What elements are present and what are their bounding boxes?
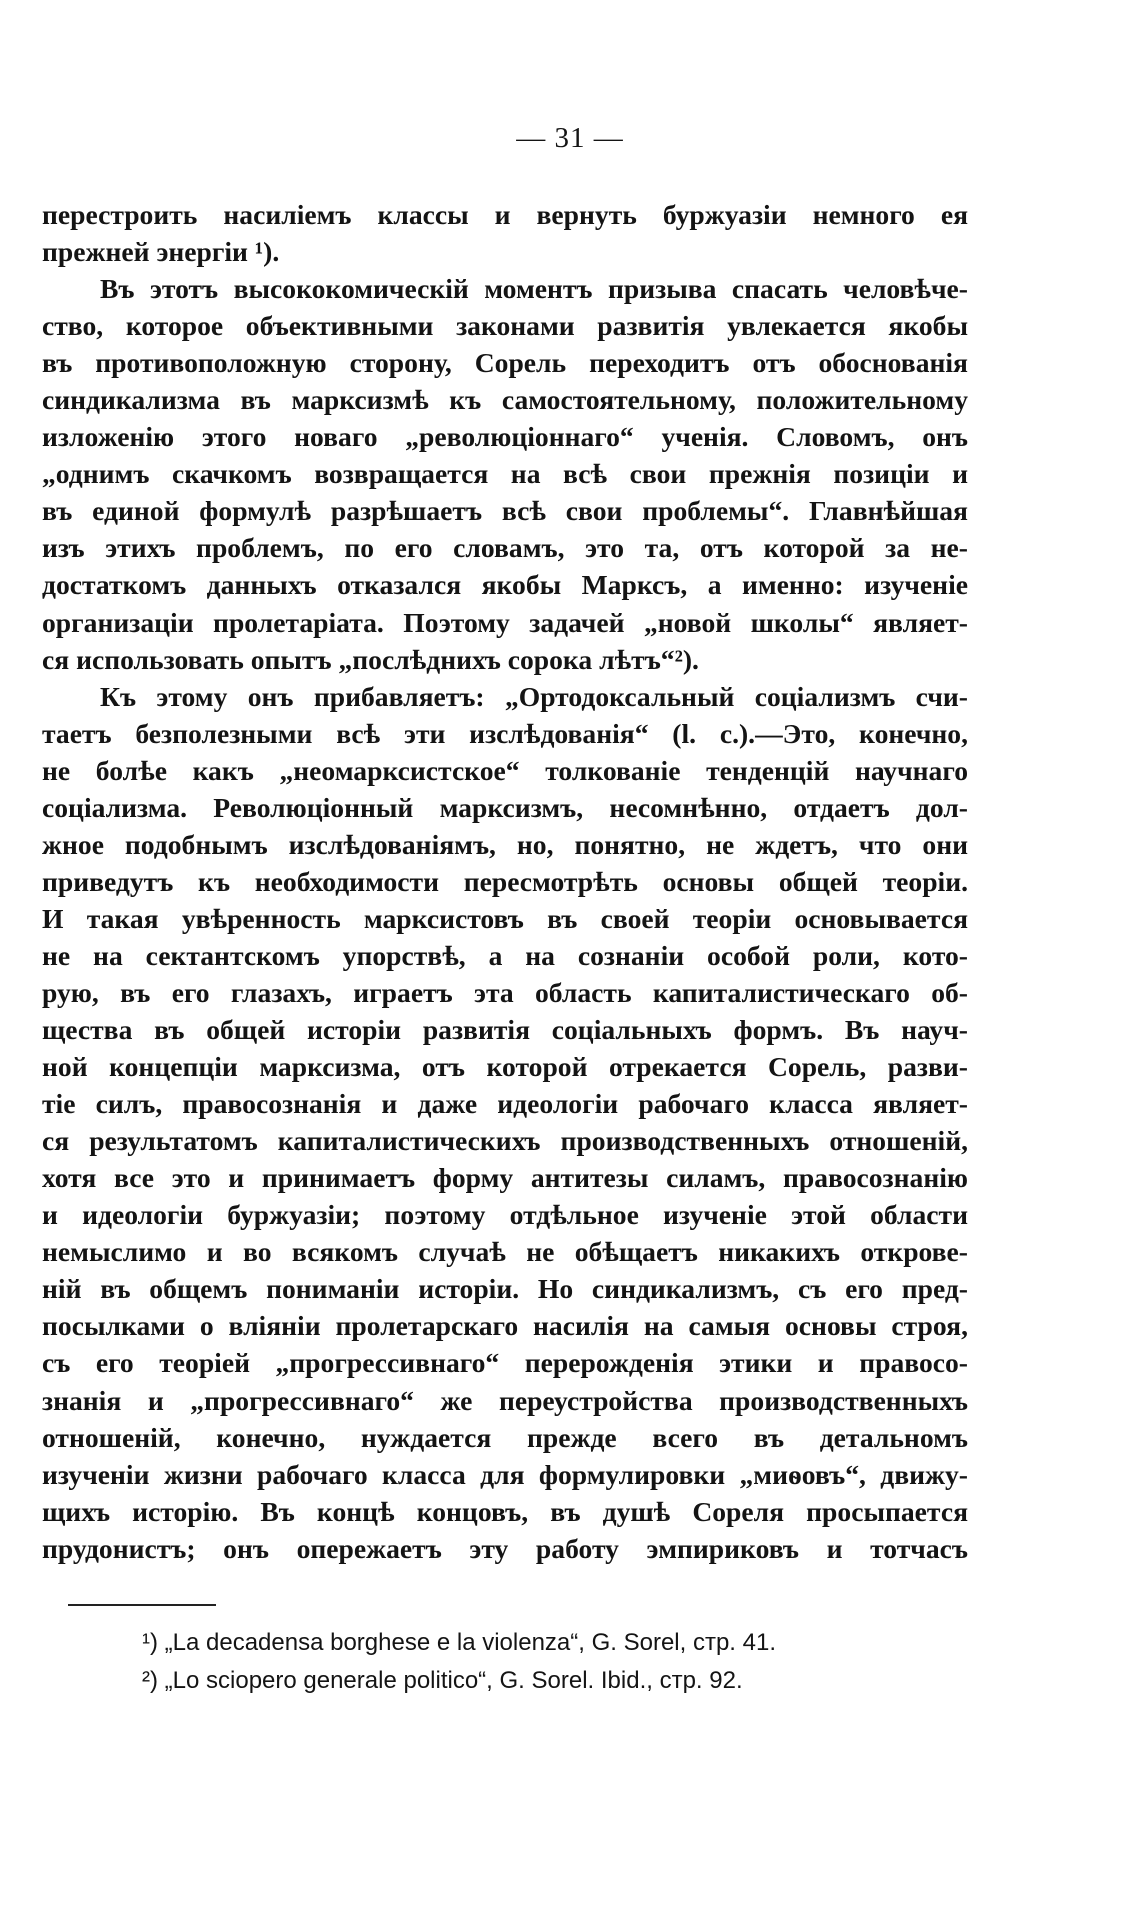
- page-number: — 31 —: [516, 122, 624, 154]
- text-line: ство, которое объективными законами развитія увлекается якобы: [42, 310, 968, 342]
- text-line: синдикализма въ марксизмѣ къ самостоятельному, положительному: [42, 384, 968, 416]
- text-line: ся использовать опытъ „послѣднихъ сорока лѣтъ“²).: [42, 643, 699, 675]
- text-line: тіе силъ, правосознанія и даже идеологіи рабочаго класса являет-: [42, 1088, 968, 1120]
- text-line: соціализма. Революціонный марксизмъ, несомнѣнно, отдаетъ дол-: [42, 791, 968, 823]
- text-line: немыслимо и во всякомъ случаѣ не обѣщаетъ никакихъ открове-: [42, 1236, 968, 1268]
- text-line: перестроить насиліемъ классы и вернуть буржуазіи немного ея: [42, 199, 968, 230]
- text-line: рую, въ его глазахъ, играетъ эта область капиталистическаго об-: [42, 976, 968, 1008]
- text-line: ной концепціи марксизма, отъ которой отрекается Сорель, разви-: [42, 1051, 968, 1083]
- footnote-2: ²) „Lo sciopero generale politico“, G. Sorel. Ibid., стр. 92.: [142, 1667, 743, 1694]
- footnote-1: ¹) „La decadensa borghese e la violenza“, G. Sorel, стр. 41.: [142, 1629, 777, 1656]
- text-line: Къ этому онъ прибавляетъ: „Ортодоксальный соціализмъ счи-: [100, 680, 968, 712]
- text-line: не на сектантскомъ упорствѣ, а на сознаніи особой роли, кото-: [42, 939, 968, 971]
- text-line: и идеологіи буржуазіи; поэтому отдѣльное изученіе этой области: [42, 1199, 968, 1231]
- text-line: щества въ общей исторіи развитія соціальныхъ формъ. Въ науч-: [42, 1014, 968, 1046]
- text-line: хотя все это и принимаетъ форму антитезы силамъ, правосознанію: [42, 1162, 968, 1194]
- footnote-separator: [68, 1604, 216, 1606]
- text-line: прудонистъ; онъ опережаетъ эту работу эмпириковъ и тотчасъ: [42, 1532, 968, 1564]
- text-line: И такая увѣренность марксистовъ въ своей теоріи основывается: [42, 902, 968, 934]
- text-line: „однимъ скачкомъ возвращается на всѣ свои прежнія позиціи и: [42, 458, 968, 490]
- text-line: ся результатомъ капиталистическихъ производственныхъ отношеній,: [42, 1125, 968, 1157]
- text-line: жное подобнымъ изслѣдованіямъ, но, понятно, не ждетъ, что они: [42, 828, 968, 860]
- text-line: ній въ общемъ пониманіи исторіи. Но синдикализмъ, съ его пред-: [42, 1273, 968, 1305]
- text-line: изложенію этого новаго „революціоннаго“ ученія. Словомъ, онъ: [42, 421, 968, 453]
- text-line: таетъ безполезными всѣ эти изслѣдованія“ (l. c.).—Это, конечно,: [42, 717, 968, 749]
- text-line: Въ этотъ высококомическій моментъ призыва спасать человѣче-: [100, 273, 968, 305]
- text-line: въ противоположную сторону, Сорель переходитъ отъ обоснованія: [42, 347, 968, 379]
- text-line: организаціи пролетаріата. Поэтому задачей „новой школы“ являет-: [42, 606, 968, 638]
- text-line: не болѣе какъ „неомарксистское“ толкованіе тенденцій научнаго: [42, 754, 968, 786]
- text-line: посылками о вліяніи пролетарскаго насилія на самыя основы строя,: [42, 1310, 968, 1342]
- text-line: щихъ исторію. Въ концѣ концовъ, въ душѣ Сореля просыпается: [42, 1495, 968, 1527]
- text-line: приведутъ къ необходимости пересмотрѣть основы общей теоріи.: [42, 865, 968, 897]
- text-line: отношеній, конечно, нуждается прежде всего въ детальномъ: [42, 1421, 968, 1453]
- text-line: прежней энергіи ¹).: [42, 236, 280, 268]
- text-line: изученіи жизни рабочаго класса для формулировки „миѳовъ“, движу-: [42, 1458, 968, 1490]
- text-line: въ единой формулѣ разрѣшаетъ всѣ свои проблемы“. Главнѣйшая: [42, 495, 968, 527]
- text-line: изъ этихъ проблемъ, по его словамъ, это та, отъ которой за не-: [42, 532, 968, 564]
- body-text: [42, 196, 968, 1567]
- text-line: достаткомъ данныхъ отказался якобы Марксъ, а именно: изученіе: [42, 569, 968, 601]
- text-line: знанія и „прогрессивнаго“ же переустройства производственныхъ: [42, 1384, 968, 1416]
- text-line: съ его теоріей „прогрессивнаго“ перерожденія этики и правосо-: [42, 1347, 968, 1379]
- footnotes: [142, 1624, 942, 1700]
